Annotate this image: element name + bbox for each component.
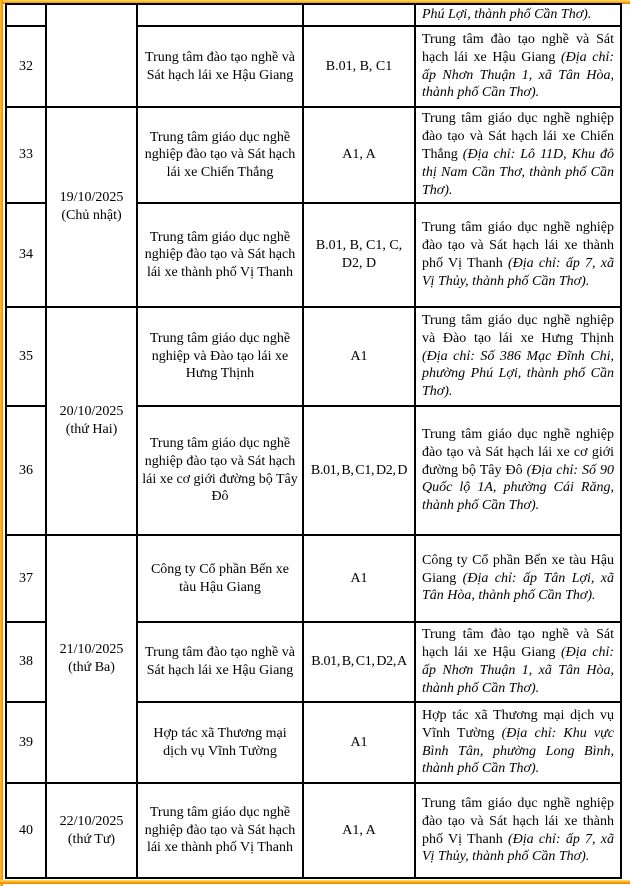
license-classes: B.01, B, C1, D2, A (304, 623, 416, 703)
center-address-cell (416, 27, 622, 108)
exam-schedule-table (5, 3, 622, 879)
date-value: 19/10/2025 (59, 190, 124, 206)
address-main: Trung tâm giáo dục nghề nghiệp đào tạo và Sát hạch lái xe thành phố Vị Thanh (422, 220, 614, 271)
center-name: Trung tâm giáo dục nghề nghiệp và Đào tạo lái xe Hưng Thịnh (138, 308, 304, 407)
address-detail: (Địa chỉ: ấp Nhơn Thuận 1, xã Tân Hòa, thành phố Cần Thơ). (422, 645, 614, 696)
license-classes: B.01, B, C1 (304, 27, 416, 108)
address-detail: (Địa chỉ: ấp 7, xã Vị Thủy, thành phố Cần Thơ). (422, 256, 614, 289)
row-number: 35 (7, 308, 47, 407)
center-name: Trung tâm đào tạo nghề và Sát hạch lái xe Hậu Giang (138, 623, 304, 703)
center-address-cell (416, 204, 622, 308)
date-weekday: (thứ Ba) (68, 660, 115, 675)
row-number: 38 (7, 623, 47, 703)
center-name: Trung tâm đào tạo nghề và Sát hạch lái xe Hậu Giang (138, 27, 304, 108)
row-number: 36 (7, 407, 47, 536)
center-name: Trung tâm giáo dục nghề nghiệp đào tạo và Sát hạch lái xe cơ giới đường bộ Tây Đô (138, 407, 304, 536)
address-main: Trung tâm đào tạo nghề và Sát hạch lái xe Hậu Giang (422, 31, 614, 65)
decorative-frame-bottom (0, 880, 630, 884)
center-name: Hợp tác xã Thương mại dịch vụ Vĩnh Tường (138, 703, 304, 784)
row-number: 39 (7, 703, 47, 784)
address-detail: (Địa chỉ: ấp Nhơn Thuận 1, xã Tân Hòa, thành phố Cần Thơ). (422, 49, 614, 101)
address-detail: (Địa chỉ: Khu vực Bình Tân, phường Long Bình, thành phố Cần Thơ). (422, 725, 614, 777)
center-address-cell (416, 536, 622, 623)
address-main: Trung tâm giáo dục nghề nghiệp đào tạo và Sát hạch lái xe Chiến Thắng (422, 111, 614, 163)
license-classes: A1 (304, 308, 416, 407)
license-classes: B.01, B, C1, D2, D (304, 407, 416, 536)
address-continuation-text: Phú Lợi, thành phố Cần Thơ). (422, 7, 592, 23)
license-classes: A1, A (304, 784, 416, 879)
exam-date-cell (47, 308, 138, 536)
address-detail: (Địa chỉ: Số 386 Mạc Đĩnh Chi, phường Phú Lợi, thành phố Cần Thơ). (422, 348, 614, 400)
center-name: Trung tâm giáo dục nghề nghiệp đào tạo và Sát hạch lái xe Chiến Thắng (138, 108, 304, 204)
exam-date-cell (47, 784, 138, 879)
center-address-cell (416, 703, 622, 784)
exam-date-cell (47, 108, 138, 308)
row-number: 33 (7, 108, 47, 204)
center-name: Công ty Cổ phần Bến xe tàu Hậu Giang (138, 536, 304, 623)
date-weekday: (thứ Hai) (65, 422, 118, 437)
row-number: 37 (7, 536, 47, 623)
row-number: 32 (7, 27, 47, 108)
center-address-cell (416, 108, 622, 204)
center-address-cell (416, 5, 622, 27)
center-address-cell (416, 407, 622, 536)
address-detail: (Địa chỉ: ấp Tân Lợi, xã Tân Hòa, thành phố Cần Thơ). (422, 570, 614, 604)
center-name-cell-empty (138, 5, 304, 27)
center-address-cell (416, 623, 622, 703)
center-address-cell (416, 308, 622, 407)
address-detail: (Địa chỉ: ấp 7, xã Vị Thủy, thành phố Cần Thơ). (422, 831, 614, 865)
license-classes: A1 (304, 703, 416, 784)
address-detail: (Địa chỉ: Lô 11D, Khu đô thị Nam Cần Thơ, thành phố Cần Thơ). (422, 147, 615, 198)
date-weekday: (Chủ nhật) (61, 208, 122, 223)
row-number: 40 (7, 784, 47, 879)
center-address-cell (416, 784, 622, 879)
date-value: 21/10/2025 (59, 642, 124, 658)
row-number: 34 (7, 204, 47, 308)
address-main: Trung tâm giáo dục nghề nghiệp và Đào tạo lái xe Hưng Thịnh (422, 312, 614, 346)
address-detail: (Địa chỉ: Số 90 Quốc lộ 1A, phường Cái Răng, thành phố Cần Thơ). (422, 462, 614, 514)
license-classes: B.01, B, C1, C, D2, D (304, 204, 416, 308)
address-main: Trung tâm giáo dục nghề nghiệp đào tạo và Sát hạch lái xe cơ giới đường bộ Tây Đô (422, 426, 614, 478)
date-value: 22/10/2025 (59, 813, 124, 829)
date-weekday: (thứ Tư) (67, 831, 116, 847)
license-classes: A1, A (304, 108, 416, 204)
address-main: Trung tâm đào tạo nghề và Sát hạch lái xe Hậu Giang (422, 627, 614, 661)
address-main: Công ty Cổ phần Bến xe tàu Hậu Giang (422, 552, 614, 586)
address-main: Hợp tác xã Thương mại dịch vụ Vĩnh Tường (422, 707, 614, 741)
exam-date-cell-empty (47, 5, 138, 108)
center-name: Trung tâm giáo dục nghề nghiệp đào tạo và Sát hạch lái xe thành phố Vị Thanh (138, 784, 304, 879)
date-value: 20/10/2025 (59, 404, 124, 420)
license-classes: A1 (304, 536, 416, 623)
exam-date-cell (47, 536, 138, 784)
center-name: Trung tâm giáo dục nghề nghiệp đào tạo và Sát hạch lái xe thành phố Vị Thanh (138, 204, 304, 308)
address-main: Trung tâm giáo dục nghề nghiệp đào tạo và Sát hạch lái xe thành phố Vị Thanh (422, 795, 614, 847)
license-classes-cell-empty (304, 5, 416, 27)
row-number-cell-empty (7, 5, 47, 27)
decorative-frame-left (0, 0, 3, 886)
